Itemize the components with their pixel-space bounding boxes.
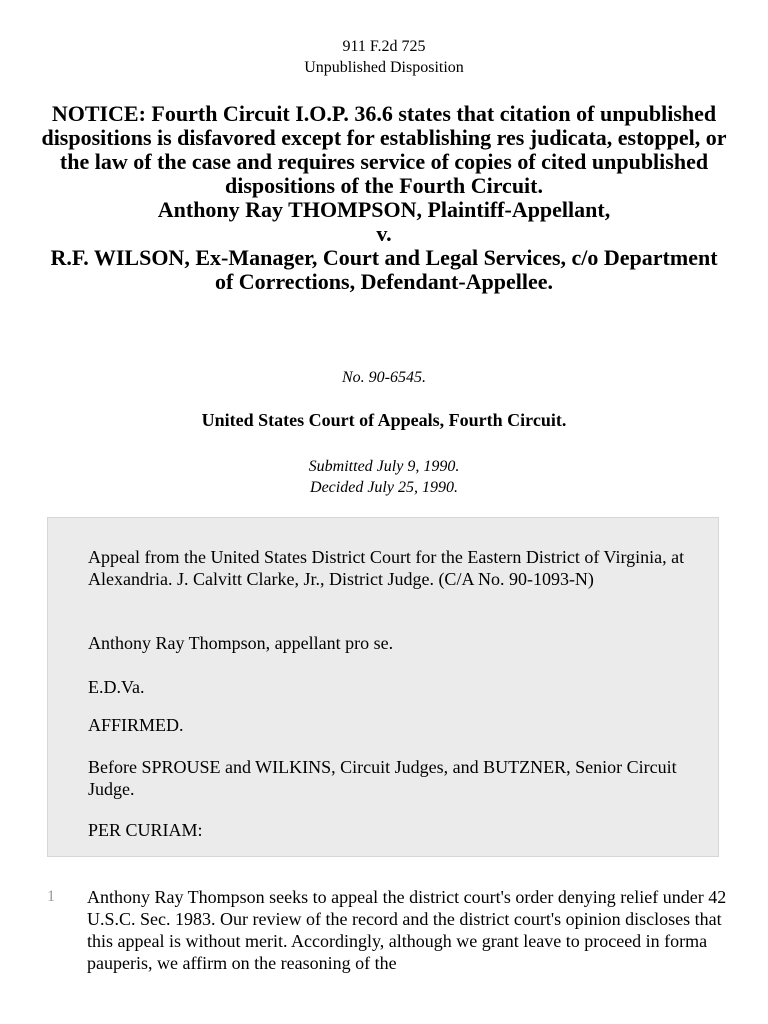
decided-date: Decided July 25, 1990. [310,479,458,496]
case-title [40,102,728,294]
disposition-label: Unpublished Disposition [304,59,464,76]
case-header [0,36,768,78]
plaintiff-name: Anthony Ray THOMPSON, Plaintiff-Appellant, [157,197,611,222]
case-citation: 911 F.2d 725 [342,38,426,55]
defendant-name: R.F. WILSON, Ex-Manager, Court and Legal Services, c/o Department of Corrections, Defendant-Appellee. [50,245,718,294]
district-abbrev: E.D.Va. [88,677,145,697]
case-dates [0,456,768,498]
appeal-info: Appeal from the United States District Court for the Eastern District of Virginia, at Alexandria. J. Calvitt Clarke, Jr., District Judge. (C/A No. 90-1093-N) [88,547,685,589]
docket-number: No. 90-6545. [342,369,426,386]
judges-panel: Before SPROUSE and WILKINS, Circuit Judges, and BUTZNER, Senior Circuit Judge. [88,757,677,799]
per-curiam-label: PER CURIAM: [88,820,203,840]
counsel-info: Anthony Ray Thompson, appellant pro se. [88,633,394,653]
paragraph-number: 1 [47,888,55,905]
versus-label: v. [376,221,392,246]
court-name: United States Court of Appeals, Fourth Circuit. [201,410,567,430]
submitted-date: Submitted July 9, 1990. [308,458,460,475]
opinion-paragraph: Anthony Ray Thompson seeks to appeal the district court's order denying relief under 42 U.S.C. Sec. 1983. Our review of the record and the district court's opinion discloses that this appeal is without merit. Accordingly, although we grant leave to proceed in forma pauperis, we affirm on the reasoning of the [87,887,727,973]
case-info-panel [47,517,719,857]
notice-text: NOTICE: Fourth Circuit I.O.P. 36.6 states that citation of unpublished dispositions is disfavored except for establishing res judicata, estoppel, or the law of the case and requires service of copies of cited unpublished dispositions of the Fourth Circuit. [41,101,727,198]
result-label: AFFIRMED. [88,715,184,735]
